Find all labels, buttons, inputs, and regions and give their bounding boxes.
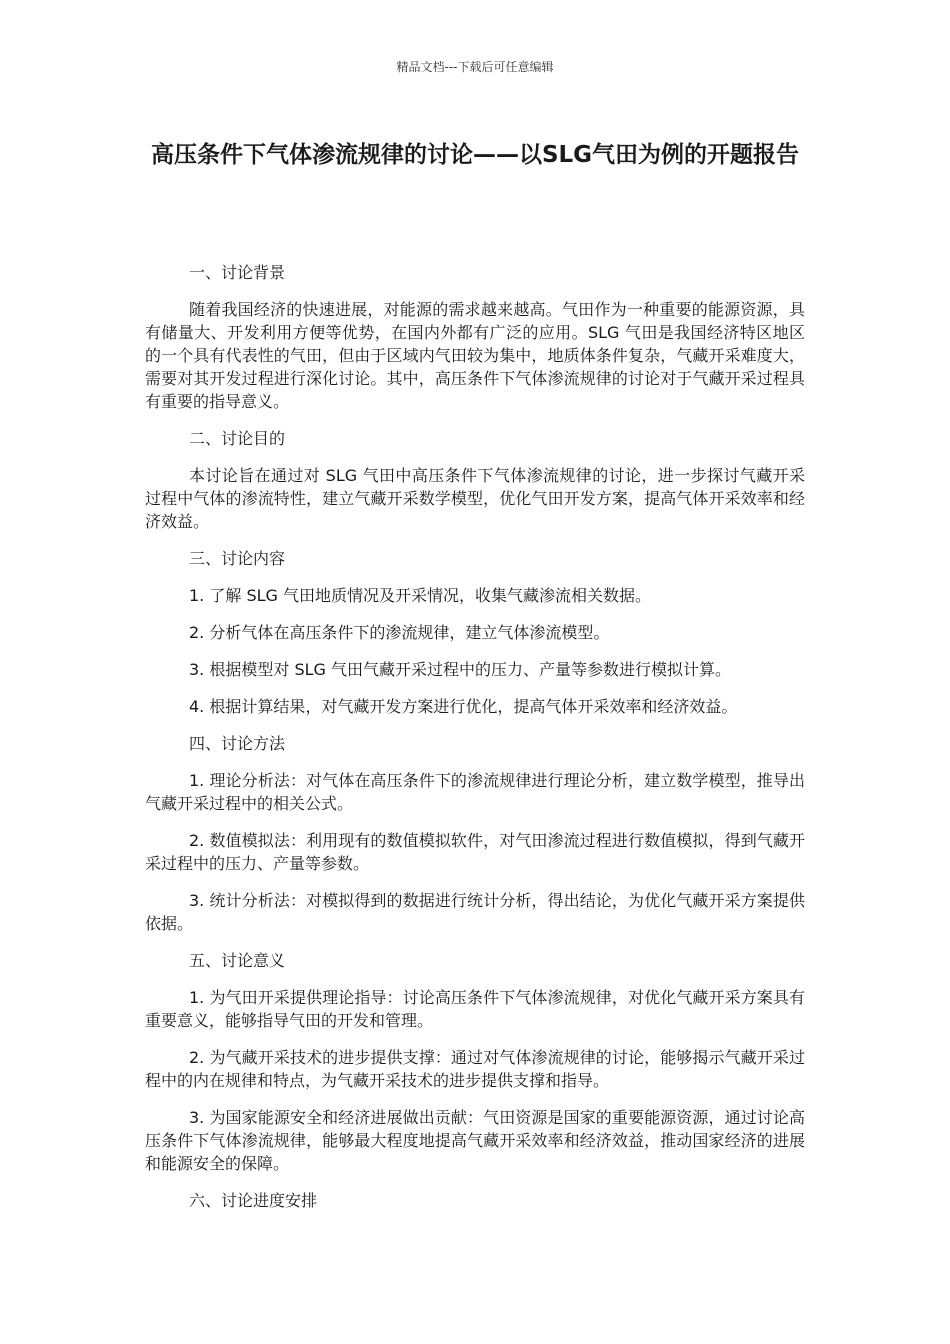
content-item: 3. 根据模型对 SLG 气田气藏开采过程中的压力、产量等参数进行模拟计算。 bbox=[189, 660, 731, 679]
section-heading-methods: 四、讨论方法 bbox=[189, 734, 286, 753]
document-body bbox=[145, 261, 805, 1226]
content-item: 2. 分析气体在高压条件下的渗流规律，建立气体渗流模型。 bbox=[189, 623, 610, 642]
method-item: 1. 理论分析法：对气体在高压条件下的渗流规律进行理论分析，建立数学模型，推导出气藏开采过程中的相关公式。 bbox=[145, 771, 805, 813]
significance-item: 3. 为国家能源安全和经济进展做出贡献：气田资源是国家的重要能源资源，通过讨论高压条件下气体渗流规律，能够最大程度地提高气藏开采效率和经济效益，推动国家经济的进展和能源安全的保障。 bbox=[145, 1108, 805, 1173]
header-note: 精品文档---下载后可任意编辑 bbox=[396, 60, 554, 74]
method-item: 3. 统计分析法：对模拟得到的数据进行统计分析，得出结论，为优化气藏开采方案提供依据。 bbox=[145, 891, 805, 933]
document-title: 高压条件下气体渗流规律的讨论——以SLG气田为例的开题报告 bbox=[150, 142, 800, 168]
background-paragraph: 随着我国经济的快速进展，对能源的需求越来越高。气田作为一种重要的能源资源，具有储量大、开发利用方便等优势，在国内外都有广泛的应用。SLG 气田是我国经济特区地区的一个具有代表性的气田，但由于区域内气田较为集中，地质体条件复杂，气藏开采难度大，需要对其开发过程进行深化讨论。其中，高压条件下气体渗流规律的讨论对于气藏开采过程具有重要的指导意义。 bbox=[145, 300, 805, 411]
significance-item: 2. 为气藏开采技术的进步提供支撑：通过对气体渗流规律的讨论，能够揭示气藏开采过程中的内在规律和特点，为气藏开采技术的进步提供支撑和指导。 bbox=[145, 1048, 805, 1090]
section-heading-significance: 五、讨论意义 bbox=[189, 951, 286, 970]
purpose-paragraph: 本讨论旨在通过对 SLG 气田中高压条件下气体渗流规律的讨论，进一步探讨气藏开采过程中气体的渗流特性，建立气藏开采数学模型，优化气田开发方案，提高气体开采效率和经济效益。 bbox=[145, 466, 805, 531]
section-heading-background: 一、讨论背景 bbox=[189, 263, 286, 282]
section-heading-content: 三、讨论内容 bbox=[189, 549, 286, 568]
section-heading-purpose: 二、讨论目的 bbox=[189, 429, 286, 448]
content-item: 4. 根据计算结果，对气藏开发方案进行优化，提高气体开采效率和经济效益。 bbox=[189, 697, 738, 716]
content-item: 1. 了解 SLG 气田地质情况及开采情况，收集气藏渗流相关数据。 bbox=[189, 586, 651, 605]
significance-item: 1. 为气田开采提供理论指导：讨论高压条件下气体渗流规律，对优化气藏开采方案具有重要意义，能够指导气田的开发和管理。 bbox=[145, 988, 805, 1030]
section-heading-schedule: 六、讨论进度安排 bbox=[189, 1191, 318, 1210]
method-item: 2. 数值模拟法：利用现有的数值模拟软件，对气田渗流过程进行数值模拟，得到气藏开采过程中的压力、产量等参数。 bbox=[145, 831, 805, 873]
